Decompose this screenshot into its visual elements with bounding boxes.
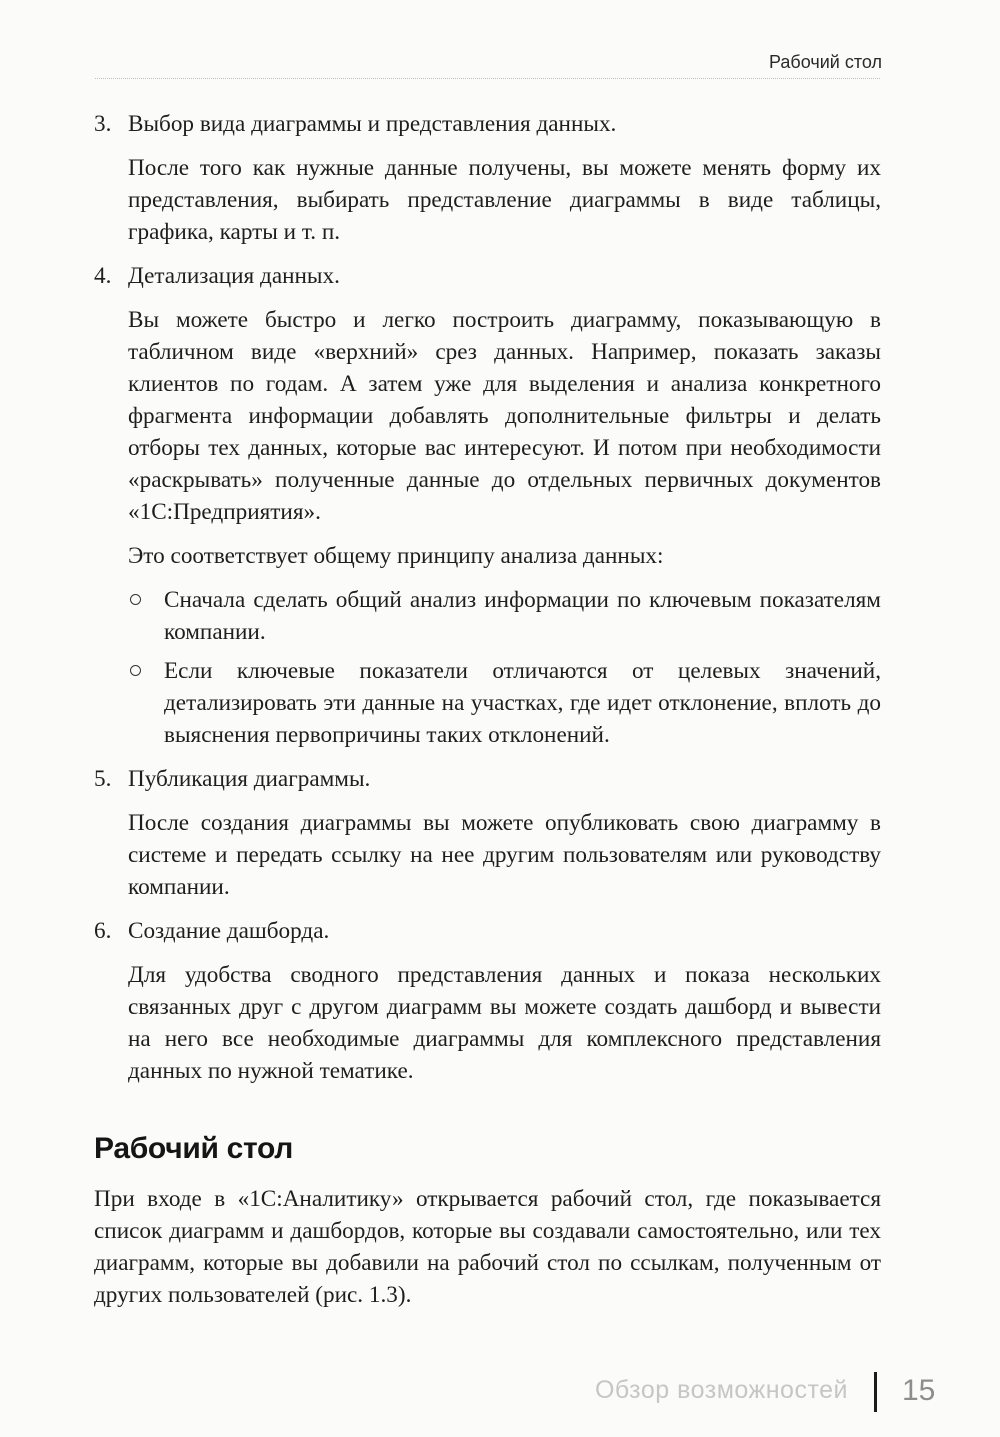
footer-chapter-title: Обзор возможностей (594, 1376, 848, 1404)
page-content (94, 108, 881, 1311)
list-item-title-text: Детализация данных. (128, 263, 340, 289)
list-number: 6. (94, 918, 112, 944)
list-item-4-title (94, 260, 881, 292)
list-number: 4. (94, 263, 112, 289)
circle-bullet-icon (130, 665, 141, 676)
list-item-title-text: Выбор вида диаграммы и представления данных. (128, 111, 617, 137)
footer-divider (874, 1372, 877, 1412)
list-number: 3. (94, 111, 112, 137)
running-header: Рабочий стол (769, 52, 882, 72)
header-divider (95, 78, 880, 79)
list-item-6-title (94, 915, 881, 947)
bullet-text: Если ключевые показатели отличаются от целевых значений, детализировать эти данные на участках, где идет отклонение, вплоть до выяснения первопричины таких отклонений. (164, 658, 881, 748)
list-item-3-title (94, 108, 881, 140)
list-item-4-note: Это соответствует общему принципу анализа данных: (128, 543, 664, 569)
list-item-4-body: Вы можете быстро и легко построить диаграмму, показывающую в табличном виде «верхний» срез данных. Например, показать заказы клиентов по годам. А затем уже для выделения и анализа конкретного фрагмента информации добавлять дополнительные фильтры и делать отборы тех данных, которые вас интересуют. И потом при необходимости «раскрывать» полученные данные до отдельных первичных документов «1С:Предприятия». (128, 307, 881, 525)
bullet-text: Сначала сделать общий анализ информации по ключевым показателям компании. (164, 587, 881, 645)
list-item-6-body: Для удобства сводного представления данных и показа нескольких связанных друг с другом диаграмм вы можете создать дашборд и вывести на него все необходимые диаграммы для комплексного представления данных по нужной тематике. (128, 962, 881, 1084)
list-item-title-text: Создание дашборда. (128, 918, 330, 944)
circle-bullet-icon (130, 594, 141, 605)
list-item-5-title (94, 763, 881, 795)
section-heading: Рабочий стол (94, 1132, 294, 1165)
list-number: 5. (94, 766, 112, 792)
list-item-3-body: После того как нужные данные получены, вы можете менять форму их представления, выбирать представление диаграммы в виде таблицы, графика, карты и т. п. (128, 155, 881, 245)
section-paragraph: При входе в «1С:Аналитику» открывается рабочий стол, где показывается список диаграмм и дашбордов, которые вы создавали самостоятельно, или тех диаграмм, которые вы добавили на рабочий стол по ссылкам, полученным от других пользователей (рис. 1.3). (94, 1186, 881, 1308)
list-item-5-body: После создания диаграммы вы можете опубликовать свою диаграмму в системе и передать ссылку на нее другим пользователям или руководству компании. (128, 810, 881, 900)
page-number: 15 (902, 1374, 936, 1407)
bullet-item (94, 655, 881, 751)
bullet-item (94, 584, 881, 648)
list-item-title-text: Публикация диаграммы. (128, 766, 371, 792)
